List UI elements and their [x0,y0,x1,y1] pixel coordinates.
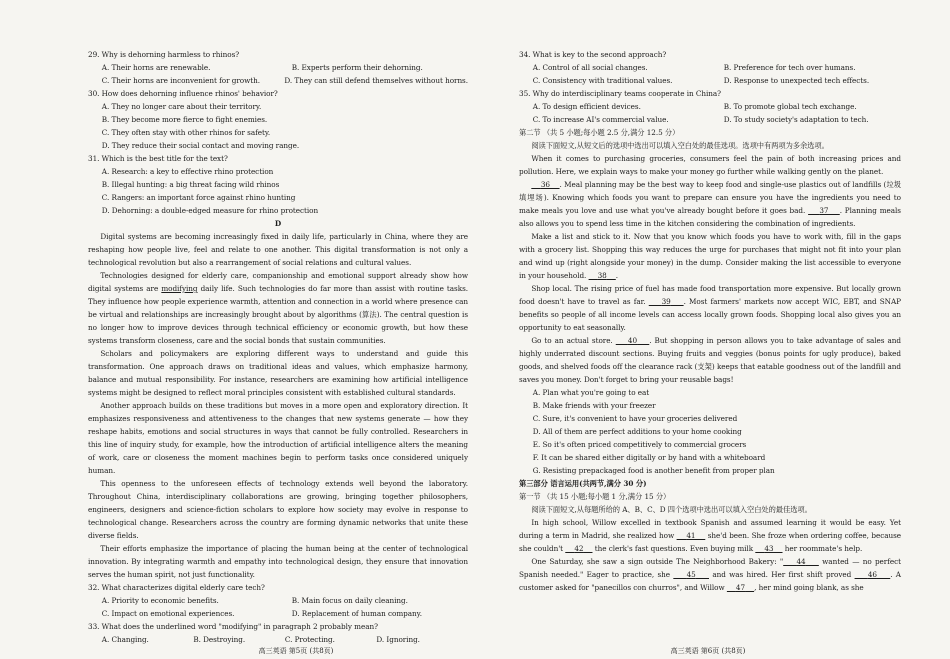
blank-42[interactable]: 42 [574,544,584,553]
left-column [88,48,468,646]
cloze-option-f[interactable]: F. It can be shared either digitally or by hand with a whiteboard [532,453,766,462]
q29-option-d[interactable]: D. They can still defend themselves without horns. [284,76,468,85]
q30-option-b[interactable]: B. They become more fierce to fight enemies. [101,115,268,124]
q34-option-c[interactable]: C. Consistency with traditional values. [532,76,673,85]
page-footer-left: 高三英语 第5页 (共8页) [258,647,334,655]
q31-option-a[interactable]: A. Research: a key to effective rhino protection [101,167,274,176]
cloze-paragraph-4: Shop local. The rising price of fuel has made food transportation more expensive. But locally grown food doesn't have to travel as far. 39 . Most farmers' markets now accept WIC, EBT, and SNAP benefits so people of all income levels can access locally grown foods. Shopping local also gives you an opportunity to eat seasonally. [519,284,901,332]
q31-stem: 31. Which is the best title for the text? [88,154,228,163]
underlined-word-modifying: modifying [161,284,198,293]
cloze-paragraph-5: Go to an actual store. 40 . But shopping in person allows you to take advantage of sales and highly underrated discount sections. Buying fruits and veggies (bonus points for ugly produce), baked goods, and shelved foods off the clearance rack (支架) keeps that eatable goodness out of the landfill and saves you money. Don't forget to bring your reusable bags! [519,336,901,384]
cloze-option-b[interactable]: B. Make friends with your freezer [532,401,656,410]
q29-option-a[interactable]: A. Their horns are renewable. [101,63,211,72]
part3-instructions: 阅读下面短文,从每题所给的 A、B、C、D 四个选项中选出可以填入空白处的最佳选项。 [531,505,812,514]
q33-option-d[interactable]: D. Ignoring. [376,635,420,644]
q29-option-c[interactable]: C. Their horns are inconvenient for growth. [101,76,260,85]
story-paragraph-2: One Saturday, she saw a sign outside The Neighborhood Bakery: " 44 wanted — no perfect Spanish needed." Eager to practice, she 45 and was hired. Her first shift proved 46 . A customer asked for "panecillos con churros", and Willow 47 , her mind going blank, as she [519,557,901,592]
q32-stem: 32. What characterizes digital elderly care tech? [88,583,265,592]
blank-37[interactable]: 37 [819,206,829,215]
q33-stem: 33. What does the underlined word "modifying" in paragraph 2 probably mean? [88,622,378,631]
section-d-heading: D [274,219,282,228]
section2-instructions: 阅读下面短文,从短文后的选项中选出可以填入空白处的最佳选项。选项中有两项为多余选项。 [531,141,829,150]
cloze-option-d[interactable]: D. All of them are perfect additions to your home cooking [532,427,742,436]
q32-option-a[interactable]: A. Priority to economic benefits. [101,596,219,605]
q30-option-c[interactable]: C. They often stay with other rhinos for safety. [101,128,271,137]
blank-45[interactable]: 45 [686,570,696,579]
cloze-option-c[interactable]: C. Sure, it's convenient to have your groceries delivered [532,414,738,423]
q35-option-b[interactable]: B. To promote global tech exchange. [723,102,857,111]
q35-option-c[interactable]: C. To increase AI's commercial value. [532,115,669,124]
q29-options-row2 [88,74,468,87]
cloze-paragraph-3: Make a list and stick to it. Now that you know which foods you have to work with, fill in the gaps with a grocery list. Shopping this way reduces the urge for purchases that might not fit into your plan and wind up (right alongside your money) in the dump. Consider making the list accessible to everyone in your household. 38 . [519,232,901,280]
q29-stem: 29. Why is dehorning harmless to rhinos? [88,50,240,59]
passage-d-paragraph-2: Technologies designed for elderly care, companionship and emotional support already show how digital systems are modifying daily life. Such technologies do far more than assist with routine tasks. They influence how people experience warmth, attention and connection in a world where presence can be virtual and relationships are increasingly brought about by algorithms (算法). The central question is no longer how to improve devices through technical efficiency or economic growth, but how these systems transform closeness, care and the social bonds that sustain communities. [88,271,468,345]
cloze-option-e[interactable]: E. So it's often priced competitively to commercial grocers [532,440,747,449]
passage-d-paragraph-5: This openness to the unforeseen effects of technology extends well beyond the laboratory. Throughout China, interdisciplinary collaborations are growing, bringing together philosophers, engineers, designers and science-fiction scholars to explore how society may evolve in response to technological change. Researchers across the country are forming dynamic networks that unite these diverse fields. [88,479,468,540]
q32-option-d[interactable]: D. Replacement of human company. [291,609,422,618]
q33-options [88,633,468,646]
blank-36[interactable]: 36 [540,180,550,189]
q34-options-row2 [519,74,901,87]
part3-heading: 第三部分 语言运用(共两节,满分 30 分) [519,479,647,488]
passage-d-paragraph-3: Scholars and policymakers are exploring different ways to understand and guide this transformation. One approach draws on traditional ideas and values, which emphasize harmony, balance and mutual responsibility. For instance, researchers are examining how artificial intelligence systems might be designed to reflect moral principles consistent with established cultural standards. [88,349,468,397]
q32-option-b[interactable]: B. Main focus on daily cleaning. [291,596,408,605]
q33-option-c[interactable]: C. Protecting. [284,635,335,644]
q33-option-b[interactable]: B. Destroying. [193,635,246,644]
blank-41[interactable]: 41 [686,531,696,540]
cloze-option-g[interactable]: G. Resisting prepackaged food is another benefit from proper plan [532,466,775,475]
q31-option-d[interactable]: D. Dehorning: a double-edged measure for rhino protection [101,206,319,215]
q35-stem: 35. Why do interdisciplinary teams cooperate in China? [519,89,721,98]
q29-option-b[interactable]: B. Experts perform their dehorning. [291,63,423,72]
q29-options-row1 [88,61,468,74]
q34-options-row1 [519,61,901,74]
q30-option-d[interactable]: D. They reduce their social contact and moving range. [101,141,300,150]
q31-option-c[interactable]: C. Rangers: an important force against rhino hunting [101,193,296,202]
right-column [519,48,901,594]
cloze-paragraph-2: 36 . Meal planning may be the best way to keep food and single-use plastics out of landfills (垃圾填埋场). Knowing which foods you want to prepare can ensure you have the ingredients you need to make meals you love and use what you've already bought before it goes bad. 37 . Planning meals also allows you to spend less time in the kitchen considering the combination of ingredients. [519,180,901,228]
blank-44[interactable]: 44 [796,557,806,566]
q34-option-d[interactable]: D. Response to unexpected tech effects. [723,76,870,85]
page-footer-right: 高三英语 第6页 (共8页) [670,647,746,655]
cloze-paragraph-1: When it comes to purchasing groceries, consumers feel the pain of both increasing prices and pollution. Here, we explain ways to make your money go further while walking gently on the planet. [519,154,901,176]
q34-option-b[interactable]: B. Preference for tech over humans. [723,63,856,72]
story-paragraph-1: In high school, Willow excelled in textbook Spanish and assumed learning it would be easy. Yet during a term in Madrid, she realized how 41 she'd been. She froze when ordering coffee, because she couldn't 42 the clerk's fast questions. Even buying milk 43 her roommate's help. [519,518,902,553]
q30-option-a[interactable]: A. They no longer care about their territory. [101,102,262,111]
q35-options-row1 [519,100,901,113]
q32-options-row2 [88,607,468,620]
q35-options-row2 [519,113,901,126]
blank-47[interactable]: 47 [735,583,746,592]
passage-d-paragraph-4: Another approach builds on these traditions but moves in a more open and exploratory direction. It emphasizes responsiveness and attentiveness to the changes that new systems generate — how they reshape habits, emotions and social structures in ways that cannot be fully controlled. Researchers in this line of inquiry study, for example, how the introduction of artificial intelligence alters the meaning of work, care or closeness the moment machines begin to perform tasks once considered uniquely human. [88,401,468,475]
q31-option-b[interactable]: B. Illegal hunting: a big threat facing wild rhinos [101,180,280,189]
q34-option-a[interactable]: A. Control of all social changes. [532,63,648,72]
blank-39[interactable]: 39 [661,297,671,306]
q35-option-a[interactable]: A. To design efficient devices. [532,102,641,111]
blank-43[interactable]: 43 [764,544,774,553]
blank-46[interactable]: 46 [867,570,877,579]
section2-heading: 第二节 （共 5 小题;每小题 2.5 分,满分 12.5 分） [519,128,680,137]
q35-option-d[interactable]: D. To study society's adaptation to tech. [723,115,869,124]
q32-option-c[interactable]: C. Impact on emotional experiences. [101,609,235,618]
blank-38[interactable]: 38 [597,271,607,280]
q34-stem: 34. What is key to the second approach? [519,50,667,59]
q32-options-row1 [88,594,468,607]
passage-d-paragraph-1: Digital systems are becoming increasingly fixed in daily life, particularly in China, where they are reshaping how people live, feel and relate to one another. This digital transformation is not only a technological revolution but also a rearrangement of social relations and cultural values. [88,232,468,267]
blank-40[interactable]: 40 [627,336,638,345]
q30-stem: 30. How does dehorning influence rhinos' behavior? [88,89,278,98]
part3-section1-heading: 第一节 （共 15 小题;每小题 1 分,满分 15 分） [519,492,671,501]
q33-option-a[interactable]: A. Changing. [101,635,149,644]
passage-d-paragraph-6: Their efforts emphasize the importance of placing the human being at the center of technological innovation. By integrating warmth and empathy into technological design, they ensure that innovation serves the human spirit, not just functionality. [88,544,468,579]
cloze-option-a[interactable]: A. Plan what you're going to eat [532,388,650,397]
